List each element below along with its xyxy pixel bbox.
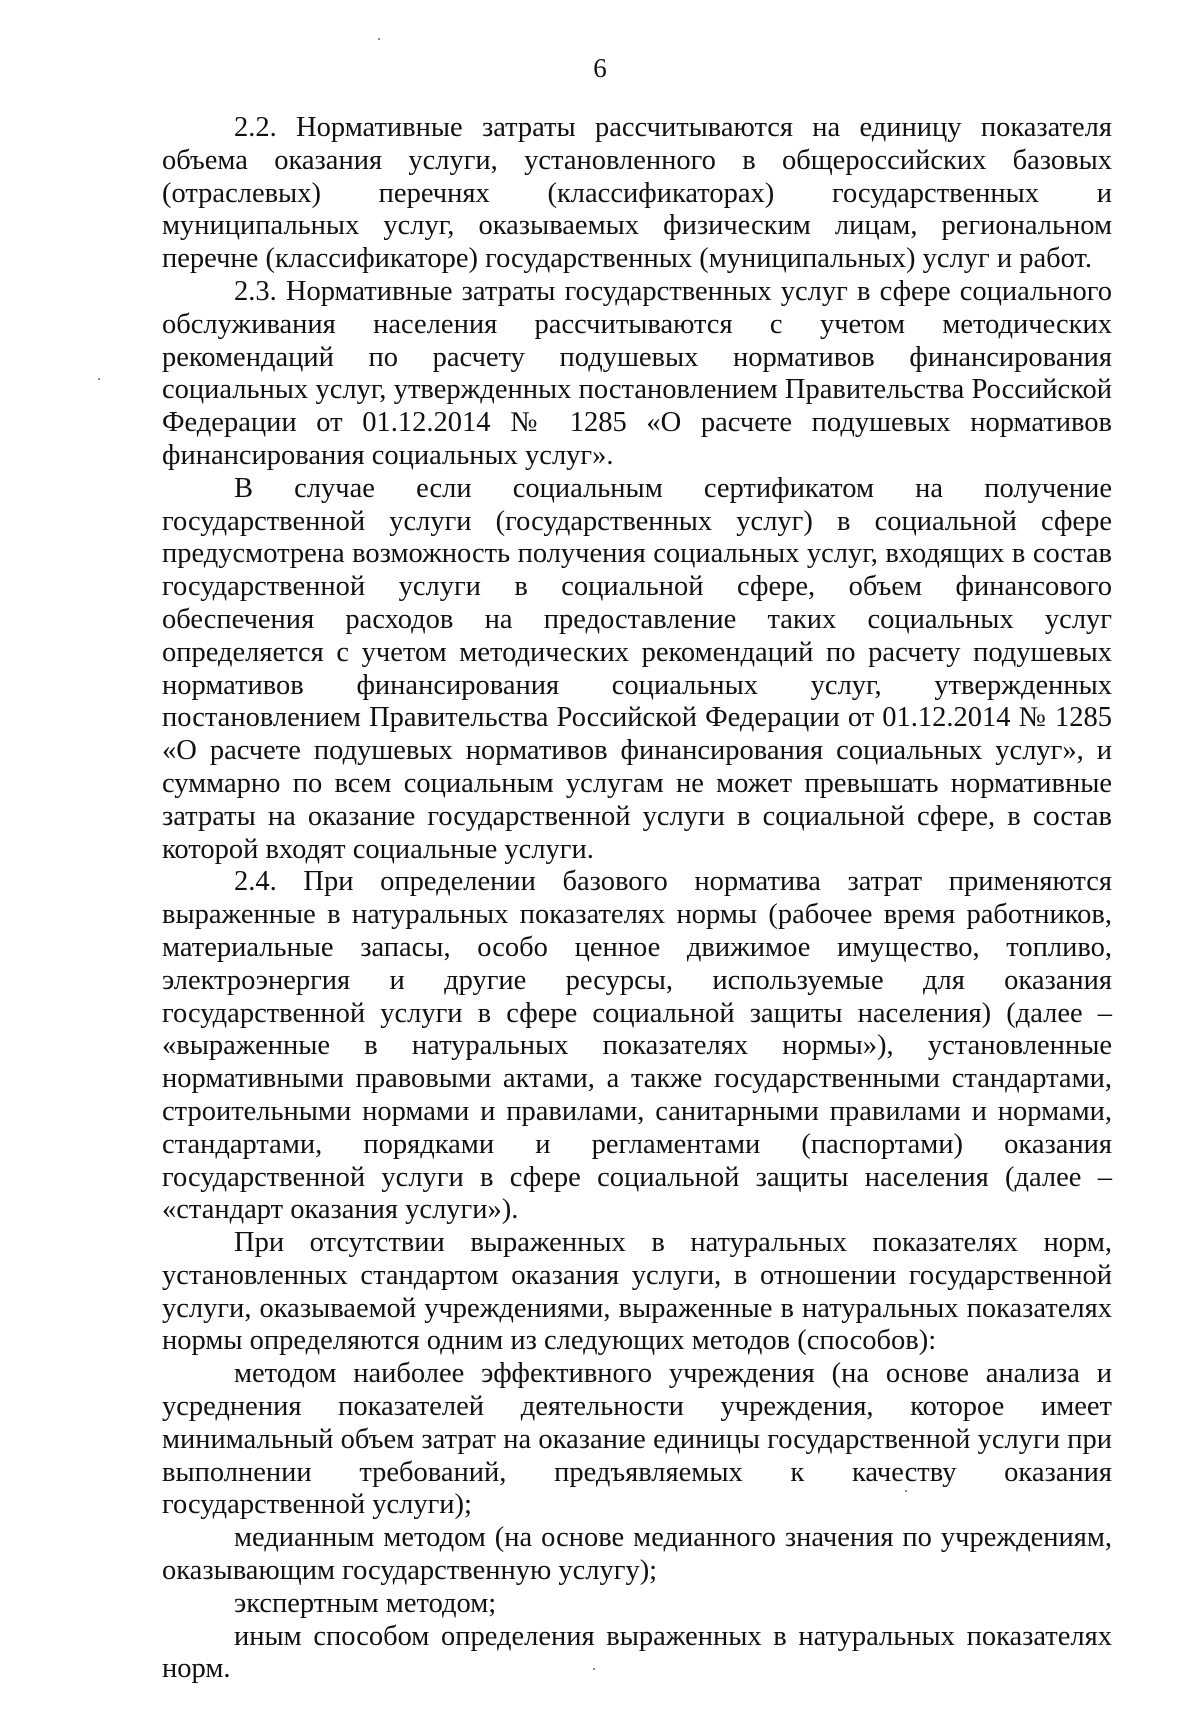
- paragraph-2-2: 2.2. Нормативные затраты рассчитываются на единицу показателя объема оказания услуги, установленного в общероссийских базовых (отраслевых) перечнях (классификаторах) государственных и муниципальных услуг, оказываемых физическим лицам, региональном перечне (классификаторе) государственных (муниципальных) услуг и работ.: [162, 112, 1112, 275]
- paragraph-2-4: 2.4. При определении базового норматива затрат применяются выраженные в натуральных показателях нормы (рабочее время работников, материальные запасы, особо ценное движимое имущество, топливо, электроэнергия и другие ресурсы, используемые для оказания государственной услуги в сфере социальной защиты населения) (далее – «выраженные в натуральных показателях нормы»), установленные нормативными правовыми актами, а также государственными стандартами, строительными нормами и правилами, санитарными правилами и нормами, стандартами, порядками и регламентами (паспортами) оказания государственной услуги в сфере социальной защиты населения (далее – «стандарт оказания услуги»).: [162, 866, 1112, 1226]
- scan-speck: [378, 38, 380, 40]
- page-number: 6: [593, 53, 607, 83]
- scan-speck: [905, 1490, 907, 1492]
- scan-speck: [98, 378, 100, 380]
- list-item-other-method: иным способом определения выраженных в натуральных показателях норм.: [162, 1620, 1112, 1685]
- paragraph-2-3: 2.3. Нормативные затраты государственных услуг в сфере социального обслуживания населения рассчитываются с учетом методических рекомендаций по расчету подушевых нормативов финансирования социальных услуг, утвержденных постановлением Правительства Российской Федерации от 01.12.2014 № 1285 «О расчете подушевых нормативов финансирования социальных услуг».: [162, 275, 1112, 471]
- paragraph-absence-of-norms: При отсутствии выраженных в натуральных показателях норм, установленных стандартом оказания услуги, в отношении государственной услуги, оказываемой учреждениями, выраженные в натуральных показателях нормы определяются одним из следующих методов (способов):: [162, 1227, 1112, 1357]
- list-item-efficient-institution-method: методом наиболее эффективного учреждения (на основе анализа и усреднения показателей деятельности учреждения, которое имеет минимальный объем затрат на оказание единицы государственной услуги при выполнении требований, предъявляемых к качеству оказания государственной услуги);: [162, 1358, 1112, 1521]
- list-item-expert-method: экспертным методом;: [234, 1587, 497, 1619]
- list-item-median-method: медианным методом (на основе медианного значения по учреждениям, оказывающим государственную услугу);: [162, 1522, 1112, 1587]
- scan-speck: [593, 1668, 595, 1670]
- document-body: [162, 112, 1112, 1686]
- paragraph-social-certificate: В случае если социальным сертификатом на получение государственной услуги (государственных услуг) в социальной сфере предусмотрена возможность получения социальных услуг, входящих в состав государственной услуги в социальной сфере, объем финансового обеспечения расходов на предоставление таких социальных услуг определяется с учетом методических рекомендаций по расчету подушевых нормативов финансирования социальных услуг, утвержденных постановлением Правительства Российской Федерации от 01.12.2014 № 1285 «О расчете подушевых нормативов финансирования социальных услуг», и суммарно по всем социальным услугам не может превышать нормативные затраты на оказание государственной услуги в социальной сфере, в состав которой входят социальные услуги.: [162, 472, 1112, 865]
